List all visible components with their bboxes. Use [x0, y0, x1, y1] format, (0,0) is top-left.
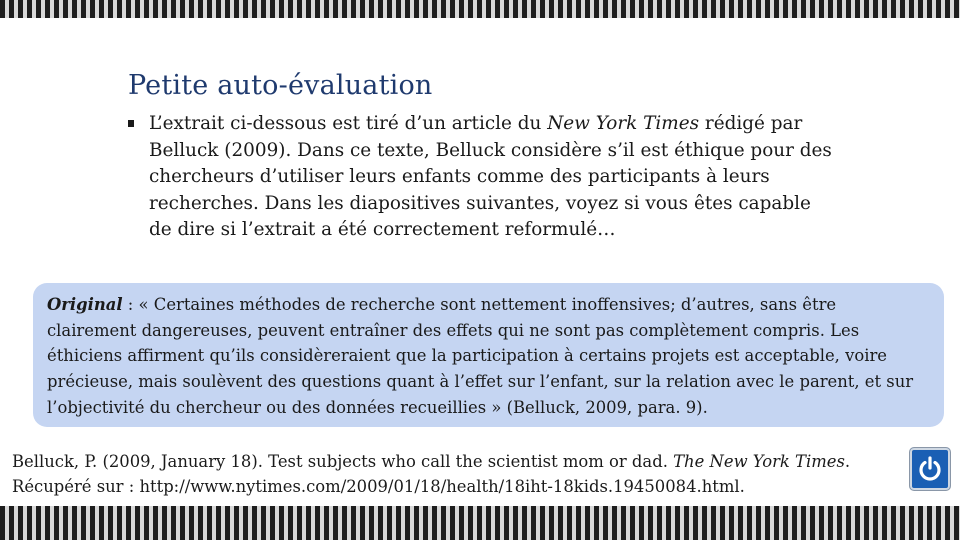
quote-label: Original [47, 295, 123, 314]
reference [12, 449, 892, 499]
bottom-decorative-stripe [0, 506, 960, 540]
reference-line-2[interactable]: Récupéré sur : http://www.nytimes.com/2009/01/18/health/18iht-18kids.19450084.html. [12, 477, 745, 496]
bullet-rest: rédigé par Belluck (2009). Dans ce texte, Belluck considère s’il est éthique pour des chercheurs d’utiliser leurs enfants comme des participants à leurs recherches. Dans les diapositives suivantes, voyez si vous êtes capable de dire si l’extrait a été correctement reformulé… [149, 113, 832, 240]
power-icon [916, 455, 944, 483]
quote-text [47, 292, 927, 421]
bullet-text [149, 111, 839, 244]
slide-title: Petite auto-évaluation [128, 70, 433, 101]
bullet-square-icon [128, 120, 134, 127]
power-button[interactable] [910, 448, 950, 490]
reference-journal: The New York Times [673, 452, 845, 471]
bullet-lead: L’extrait ci-dessous est tiré d’un article du [149, 113, 548, 134]
publication-name: New York Times [547, 113, 700, 134]
reference-lead: Belluck, P. (2009, January 18). Test subjects who call the scientist mom or dad. [12, 452, 674, 471]
reference-line-1 [12, 449, 892, 474]
reference-end: . [844, 452, 851, 471]
top-decorative-stripe [0, 0, 960, 18]
quote-body: : « Certaines méthodes de recherche sont nettement inoffensives; d’autres, sans être clairement dangereuses, peuvent entraîner des effets qui ne sont pas complètement compris. Les éthiciens affirment qu’ils considèreraient que la participation à certains projets est acceptable, voire précieuse, mais soulèvent des questions quant à l’effet sur l’enfant, sur la relation avec le parent, et sur l’objectivité du chercheur ou des données recueillies » (Belluck, 2009, para. 9). [47, 295, 914, 417]
